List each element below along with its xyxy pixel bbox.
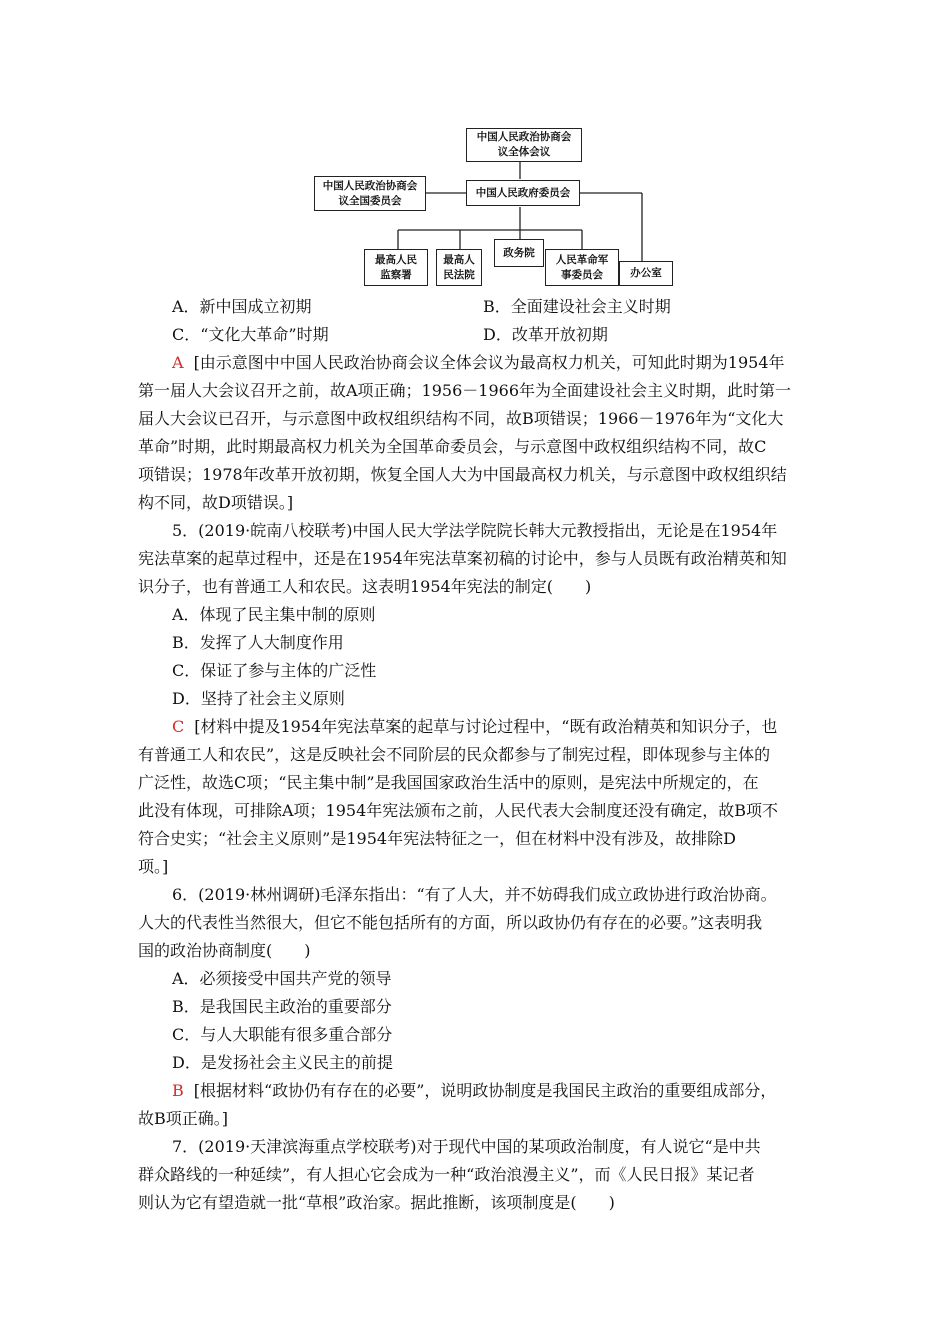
q5-stem-line: 宪法草案的起草过程中，还是在1954年宪法草案初稿的讨论中，参与人员既有政治精英和知 <box>138 549 787 568</box>
q5-explanation-line: 符合史实；“社会主义原则”是1954年宪法特征之一，但在材料中没有涉及，故排除D <box>138 829 736 848</box>
chart-box-state-council: 政务院 <box>494 239 544 267</box>
q5-option-b: B．发挥了人大制度作用 <box>172 633 344 652</box>
chart-box-cppcc-national: 中国人民政治协商会 议全国委员会 <box>314 176 426 211</box>
q6-option-b: B．是我国民主政治的重要部分 <box>172 997 392 1016</box>
q5-answer <box>172 717 777 737</box>
q5-explanation-line: [材料中提及1954年宪法草案的起草与讨论过程中，“既有政治精英和知识分子，也 <box>194 717 778 736</box>
q6-explanation-line: [根据材料“政协仍有存在的必要”，说明政协制度是我国民主政治的重要组成部分， <box>193 1081 777 1100</box>
chart-box-cppcc-plenary: 中国人民政治协商会 议全体会议 <box>466 128 582 162</box>
chart-box-procuratorate: 最高人民 监察署 <box>364 249 428 286</box>
q5-stem-line: 识分子，也有普通工人和农民。这表明1954年宪法的制定( ) <box>138 577 592 596</box>
chart-box-central-gov: 中国人民政府委员会 <box>466 180 580 206</box>
q6-stem-line: 国的政治协商制度( ) <box>138 941 311 960</box>
q4-option-d: D．改革开放初期 <box>483 325 608 344</box>
org-chart <box>312 126 674 288</box>
q5-explanation-line: 有普通工人和农民”，这是反映社会不同阶层的民众都参与了制宪过程，即体现参与主体的 <box>138 745 771 764</box>
q5-option-c: C．保证了参与主体的广泛性 <box>172 661 377 680</box>
q4-explanation-line: 项错误；1978年改革开放初期，恢复全国人大为中国最高权力机关，与示意图中政权组织结 <box>138 465 787 484</box>
q4-answer-letter: A <box>172 353 184 372</box>
q4-option-c: C．“文化大革命”时期 <box>172 325 329 344</box>
q6-stem-line: 6．(2019·林州调研)毛泽东指出：“有了人大，并不妨碍我们成立政协进行政治协商。 <box>172 885 777 904</box>
q7-stem-line: 则认为它有望造就一批“草根”政治家。据此推断，该项制度是( ) <box>138 1193 615 1212</box>
chart-box-office: 办公室 <box>619 261 673 286</box>
q6-stem-line: 人大的代表性当然很大，但它不能包括所有的方面，所以政协仍有存在的必要。”这表明我 <box>138 913 763 932</box>
q4-explanation-line: [由示意图中中国人民政治协商会议全体会议为最高权力机关，可知此时期为1954年 <box>193 353 785 372</box>
q4-option-b: B．全面建设社会主义时期 <box>483 297 671 316</box>
q5-explanation-line: 项。] <box>138 857 169 876</box>
q6-option-d: D．是发扬社会主义民主的前提 <box>172 1053 393 1072</box>
q5-explanation-line: 此没有体现，可排除A项；1954年宪法颁布之前，人民代表大会制度还没有确定，故B项不 <box>138 801 779 820</box>
q5-stem-line: 5．(2019·皖南八校联考)中国人民大学法学院院长韩大元教授指出，无论是在1954年 <box>172 521 778 540</box>
chart-box-supreme-court: 最高人 民法院 <box>436 249 482 286</box>
q6-explanation-line: 故B项正确。] <box>138 1109 229 1128</box>
q6-answer-letter: B <box>172 1081 184 1100</box>
q4-option-a: A．新中国成立初期 <box>172 297 312 316</box>
q4-explanation-line: 构不同，故D项错误。] <box>138 493 294 512</box>
q6-option-a: A．必须接受中国共产党的领导 <box>172 969 392 988</box>
q4-explanation-line: 第一届人大会议召开之前，故A项正确；1956－1966年为全面建设社会主义时期，此时第一 <box>138 381 791 400</box>
q4-explanation-line: 革命”时期，此时期最高权力机关为全国革命委员会，与示意图中政权组织结构不同，故C <box>138 437 767 456</box>
q5-option-d: D．坚持了社会主义原则 <box>172 689 345 708</box>
q5-answer-letter: C <box>172 717 185 736</box>
q4-explanation-line: 届人大会议已召开，与示意图中政权组织结构不同，故B项错误；1966－1976年为“文化大 <box>138 409 784 428</box>
q7-stem-line: 7．(2019·天津滨海重点学校联考)对于现代中国的某项政治制度，有人说它“是中共 <box>172 1137 761 1156</box>
q7-stem-line: 群众路线的一种延续”，有人担心它会成为一种“政治浪漫主义”，而《人民日报》某记者 <box>138 1165 755 1184</box>
q4-answer <box>172 353 785 373</box>
q6-option-c: C．与人大职能有很多重合部分 <box>172 1025 393 1044</box>
q5-explanation-line: 广泛性，故选C项；“民主集中制”是我国国家政治生活中的原则，是宪法中所规定的，在 <box>138 773 759 792</box>
q6-answer <box>172 1081 776 1101</box>
q5-option-a: A．体现了民主集中制的原则 <box>172 605 376 624</box>
chart-box-military-committee: 人民革命军 事委员会 <box>545 249 619 286</box>
